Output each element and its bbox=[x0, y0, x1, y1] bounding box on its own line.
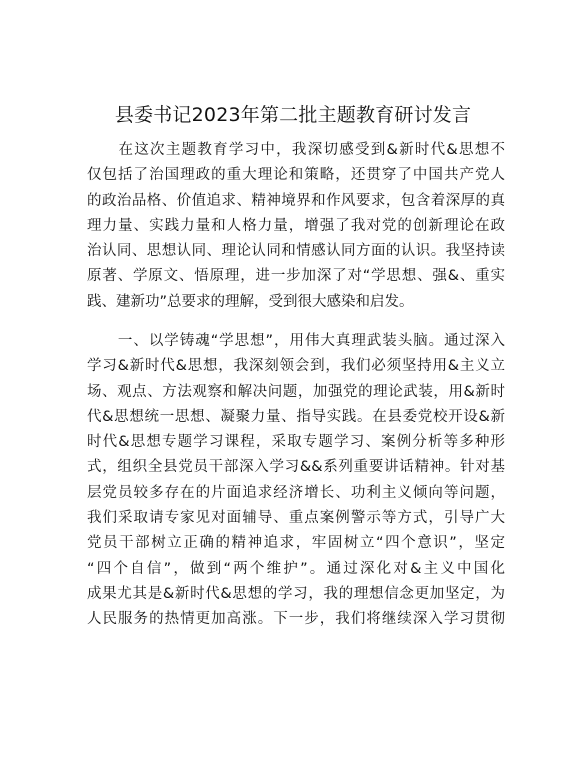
text-line: 式，组织全县党员干部深入学习&&系列重要讲话精神。针对基 bbox=[87, 459, 505, 476]
paragraph-intro bbox=[87, 138, 505, 315]
text-line: 党员干部树立正确的精神追求，牢固树立“四个意识”，坚定 bbox=[87, 535, 505, 552]
text-line: 原著、学原文、悟原理，进一步加深了对“学思想、强&、重实 bbox=[87, 268, 505, 285]
text-line: 我们采取请专家见对面辅导、重点案例警示等方式，引导广大 bbox=[87, 510, 505, 527]
text-line: 理力量、实践力量和人格力量，增强了我对党的创新理论在政 bbox=[87, 217, 505, 234]
text-line: 时代&思想专题学习课程，采取专题学习、案例分析等多种形 bbox=[87, 434, 505, 451]
document-title: 县委书记2023年第二批主题教育研讨发言 bbox=[114, 104, 472, 126]
text-line: 仅包括了治国理政的重大理论和策略，还贯穿了中国共产党人 bbox=[87, 167, 505, 184]
text-line: “四个自信”，做到“两个维护”。通过深化对&主义中国化 bbox=[87, 560, 505, 577]
text-line: 代&思想统一思想、凝聚力量、指导实践。在县委党校开设&新 bbox=[87, 408, 505, 425]
text-line: 成果尤其是&新时代&思想的学习，我的理想信念更加坚定，为 bbox=[87, 585, 505, 602]
text-line: 层党员较多存在的片面追求经济增长、功利主义倾向等问题， bbox=[87, 484, 505, 501]
text-line: 一、以学铸魂“学思想”，用伟大真理武装头脑。通过深入 bbox=[87, 333, 505, 349]
text-line: 场、观点、方法观察和解决问题，加强党的理论武装，用&新时 bbox=[87, 383, 505, 400]
text-line: 践、建新功”总要求的理解，受到很大感染和启发。 bbox=[87, 293, 414, 310]
text-line: 学习&新时代&思想，我深刻领会到，我们必须坚持用&主义立 bbox=[87, 358, 505, 375]
paragraph-section-one bbox=[87, 329, 505, 633]
text-line: 的政治品格、价值追求、精神境界和作风要求，包含着深厚的真 bbox=[87, 192, 505, 209]
text-line: 在这次主题教育学习中，我深切感受到&新时代&思想不 bbox=[87, 142, 505, 158]
text-line: 人民服务的热情更加高涨。下一步，我们将继续深入学习贯彻 bbox=[87, 611, 505, 628]
text-line: 治认同、思想认同、理论认同和情感认同方面的认识。我坚持读 bbox=[87, 243, 505, 260]
